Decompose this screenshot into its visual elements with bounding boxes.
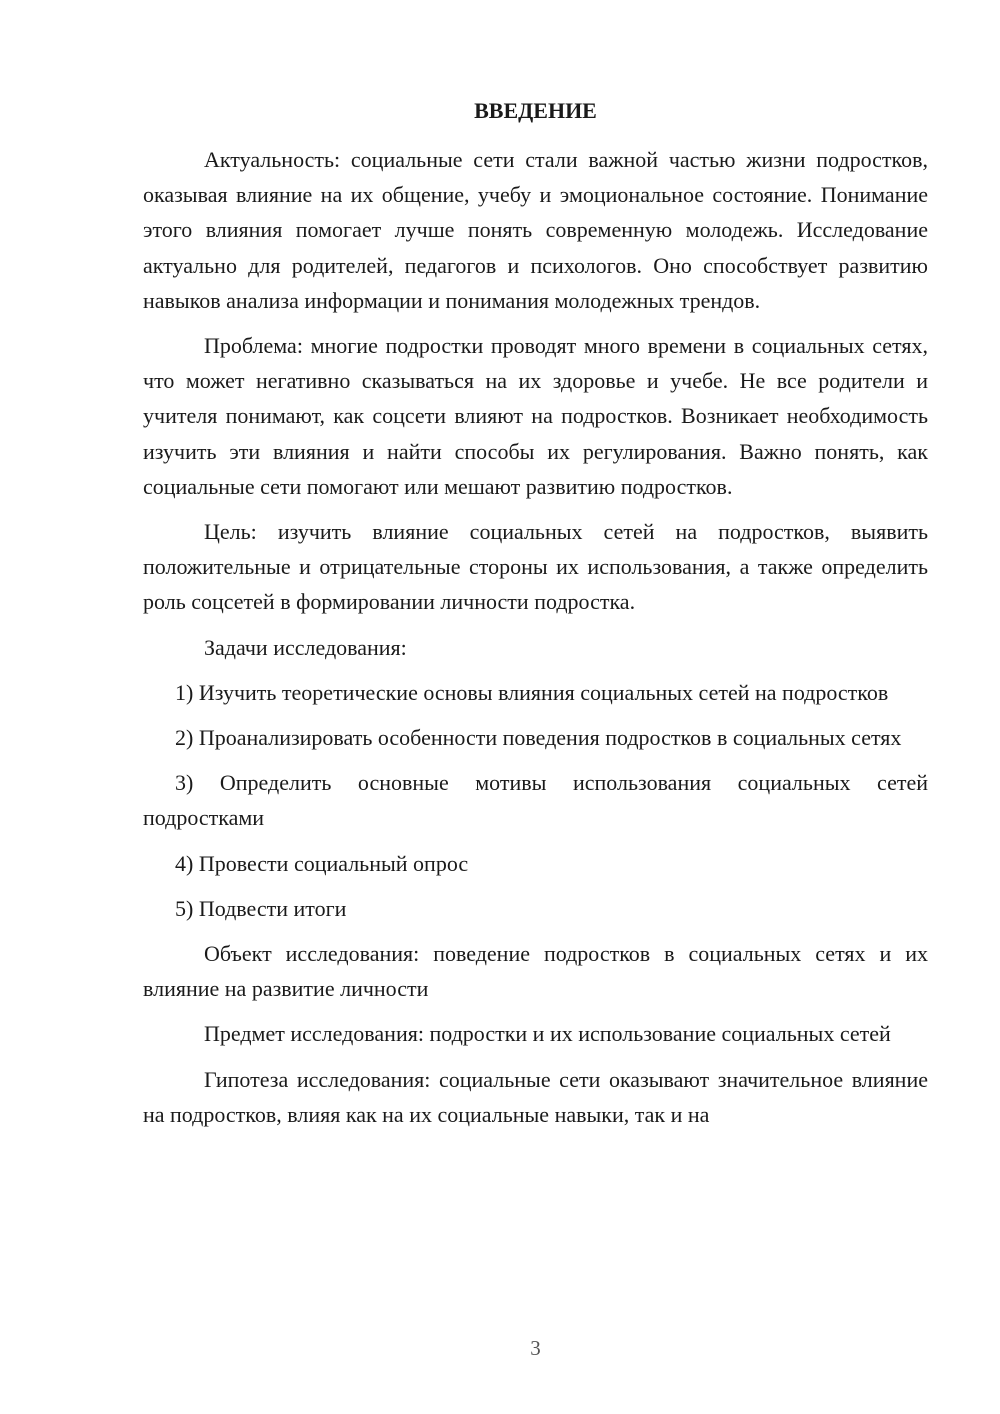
paragraph-hypothesis: Гипотеза исследования: социальные сети оказывают значительное влияние на подростков, влияя как на их социальные навыки, так и на (143, 1066, 928, 1127)
body-text (143, 142, 928, 1142)
paragraph-problem: Проблема: многие подростки проводят много времени в социальных сетях, что может негативно сказываться на их здоровье и учебе. Не все родители и учителя понимают, как соцсети влияют на подростков. Возникает необходимость изучить эти влияния и найти способы их регулирования. Важно понять, как социальные сети помогают или мешают развитию подростков. (143, 333, 928, 499)
task-item: 1) Изучить теоретические основы влияния социальных сетей на подростков (175, 679, 889, 705)
task-item: 4) Провести социальный опрос (175, 850, 469, 876)
paragraph-goal: Цель: изучить влияние социальных сетей на подростков, выявить положительные и отрицательные стороны их использования, а также определить роль соцсетей в формировании личности подростка. (143, 519, 928, 615)
paragraph-object: Объект исследования: поведение подростков в социальных сетях и их влияние на развитие личности (143, 941, 928, 1002)
task-item: 3) Определить основные мотивы использования социальных сетей подростками (143, 770, 928, 831)
paragraph-tasks-heading: Задачи исследования: (204, 634, 407, 660)
paragraph-relevance: Актуальность: социальные сети стали важной частью жизни подростков, оказывая влияние на их общение, учебу и эмоциональное состояние. Понимание этого влияния помогает лучше понять современную молодежь. Исследование актуально для родителей, педагогов и психологов. Оно способствует развитию навыков анализа информации и понимания молодежных трендов. (143, 147, 928, 313)
task-item: 2) Проанализировать особенности поведения подростков в социальных сетях (175, 725, 902, 751)
section-title: ВВЕДЕНИЕ (474, 98, 597, 123)
task-item: 5) Подвести итоги (175, 895, 347, 921)
page-number: 3 (530, 1336, 541, 1360)
paragraph-subject: Предмет исследования: подростки и их использование социальных сетей (204, 1021, 891, 1047)
document-page (143, 0, 928, 1414)
